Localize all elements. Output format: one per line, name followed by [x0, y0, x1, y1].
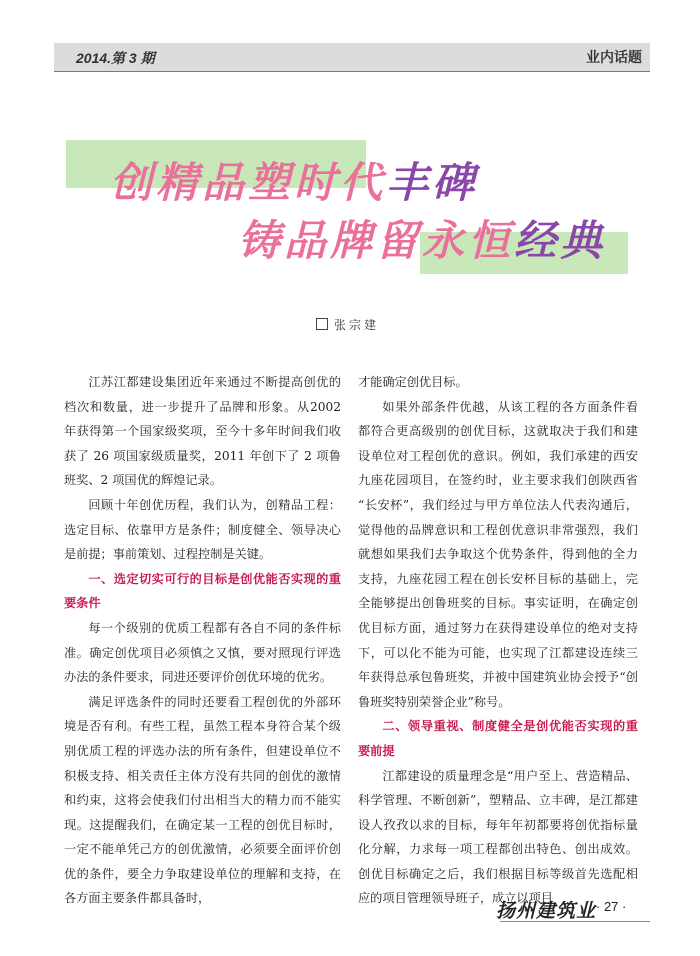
paragraph: 每一个级别的优质工程都有各自不同的条件标准。确定创优项目必须慎之又慎，要对照现行评选办法的条件要求，同进还要评价创优环境的优劣。 [64, 620, 341, 685]
paragraph: 如果外部条件优越，从该工程的各方面条件看都符合更高级别的创优目标，这就取决于我们和建设单位对工程创优的意识。例如，我们承建的西安九座花园项目，在签约时，业主要求我们创陕西省 “长安杯”，我们经过与甲方单位法人代表沟通后，觉得他的品牌意识和工程创优意识非常强烈，我们就想如果我们去争取这个优势条件，得到他的全力支持，九座花园工程在创长安杯目标的基础上，完全能够提出创鲁班奖的目标。事实证明，在确定创优目标方面，通过努力在获得建设单位的绝对支持下，可以化不能为可能，也实现了江都建设连续三年获得总承包鲁班奖，并被中国建筑业协会授予“创鲁班奖特别荣誉企业”称号。 [358, 399, 638, 709]
byline [316, 316, 379, 333]
title-line-2-accent: 经典 [514, 216, 607, 265]
author-name: 张宗建 [334, 318, 380, 332]
title-line-1-accent: 丰碑 [386, 158, 479, 207]
title-line-1 [110, 150, 478, 210]
running-header [54, 43, 650, 72]
magazine-logo: 扬州建筑业 [496, 900, 597, 922]
paragraph: 回顾十年创优历程，我们认为，创精品工程：选定目标、依靠甲方是条件；制度健全、领导决心是前提；事前策划、过程控制是关键。 [64, 497, 341, 562]
footer-rule [500, 921, 650, 922]
section-name: 业内话题 [586, 50, 642, 66]
right-column [358, 370, 638, 911]
left-column [64, 370, 341, 911]
paragraph: 满足评选条件的同时还要看工程创优的外部环境是否有利。有些工程，虽然工程本身符合某个级别优质工程的评选办法的所有条件，但建设单位不积极支持、相关责任主体方没有共同的创优的激情和约束，这将会使我们付出相当大的精力而不能实现。这提醒我们，在确定某一工程的创优目标时，一定不能单凭己方的创优激情，必须要全面评价创优的条件，要全力争取建设单位的理解和支持，在各方面主要条件都具备时， [64, 694, 341, 906]
paragraph-continued: 才能确定创优目标。 [358, 375, 468, 389]
byline-box-icon [316, 318, 328, 330]
issue-number: 2014.第 3 期 [76, 50, 155, 66]
section-heading-1: 一、选定切实可行的目标是创优能否实现的重要条件 [64, 571, 341, 611]
paragraph: 江都建设的质量理念是“用户至上、营造精品、科学管理、不断创新”，塑精品、立丰碑，是江都建设人孜孜以求的目标，每年年初都要将创优指标量化分解，力求每一项工程都创出特色、创出成效。创优目标确定之后，我们根据目标等级首先选配相应的项目管理领导班子，成立以项目 [358, 768, 638, 906]
page-number: · 27 · [596, 899, 627, 914]
paragraph: 江苏江都建设集团近年来通过不断提高创优的档次和数量，进一步提升了品牌和形象。从2002 年获得第一个国家级奖项，至今十多年时间我们收获了 26 项国家级质量奖，2011 年创下了 2 项鲁班奖、2 项国优的辉煌记录。 [64, 375, 341, 488]
title-line-2 [238, 208, 606, 268]
title-line-2-main: 铸品牌留永恒 [238, 216, 515, 265]
title-line-1-main: 创精品塑时代 [110, 158, 387, 207]
section-heading-2: 二、领导重视、制度健全是创优能否实现的重要前提 [358, 719, 638, 758]
